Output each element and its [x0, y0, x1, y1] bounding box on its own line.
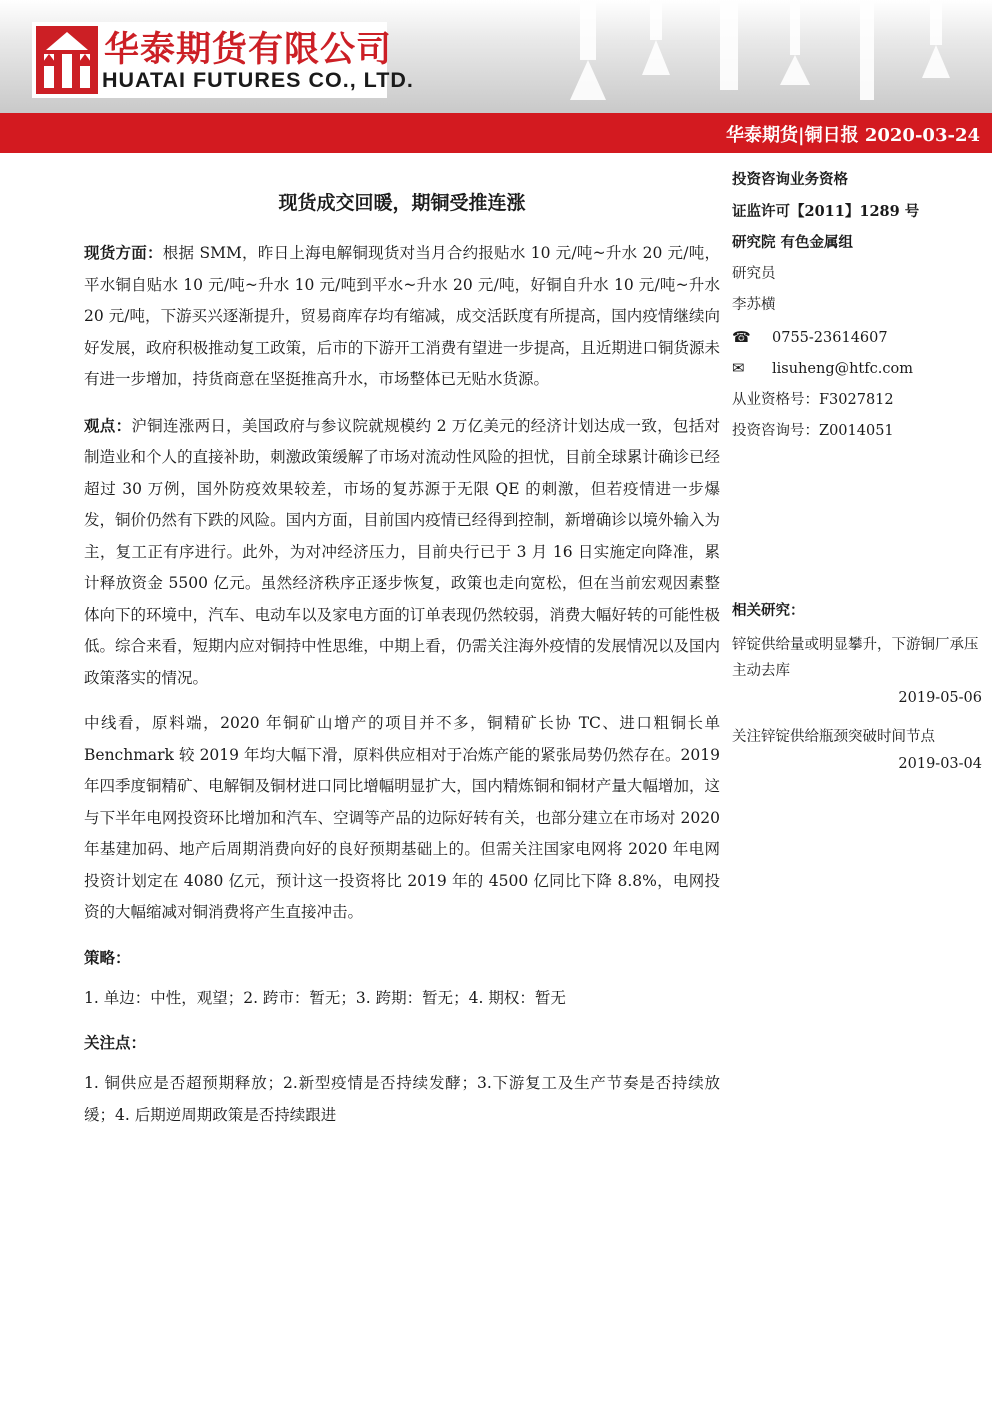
spot-text: 根据 SMM，昨日上海电解铜现货对当月合约报贴水 10 元/吨~升水 20 元/吨，平水铜自贴水 10 元/吨~升水 10 元/吨到平水~升水 20 元/吨，好铜自升水 10 元/吨~升水 20 元/吨，下游买兴逐渐提升，贸易商库存均有缩减，成交活跃度有所提高，国内疫情继续向好发展，政府积极推动复工政策，后市的下游开工消费有望进一步提高，且近期进口铜货源未有进一步增加，持货商意在坚挺推高升水，市场整体已无贴水货源。 [84, 244, 720, 388]
related-item-date: 2019-05-06 [898, 690, 982, 706]
related-item-title[interactable]: 关注锌锭供给瓶颈突破时间节点 [732, 729, 935, 745]
report-banner-text: 华泰期货|铜日报 2020-03-24 [726, 125, 980, 146]
phone-row [732, 322, 980, 354]
phone-number: 0755-23614607 [772, 329, 888, 346]
page-header [0, 0, 992, 113]
consult-number: 投资咨询号：Z0014051 [732, 423, 894, 439]
related-item-date: 2019-03-04 [898, 756, 982, 772]
view-label: 观点： [84, 415, 132, 435]
midline-paragraph: 中线看，原料端，2020 年铜矿山增产的项目并不多，铜精矿长协 TC、进口粗铜长单 Benchmark 较 2019 年均大幅下滑，原料供应相对于冶炼产能的紧张局势仍然存在。2019 年四季度铜精矿、电解铜及铜材进口同比增幅明显扩大，国内精炼铜和铜材产量大幅增加，这与下半年电网投资环比增加和汽车、空调等产品的边际好转有关，也部分建立在市场对 2020 年基建加码、地产后周期消费向好的良好预期基础上的。但需关注国家电网将 2020 年电网投资计划定在 4080 亿元，预计这一投资将比 2019 年的 4500 亿同比下降 8.8%，电网投资的大幅缩减对铜消费将产生直接冲击。 [84, 714, 720, 921]
qualification-title: 投资咨询业务资格 [732, 171, 848, 188]
spot-label: 现货方面： [84, 243, 163, 262]
view-text: 沪铜连涨两日，美国政府与参议院就规模约 2 万亿美元的经济计划达成一致，包括对制造业和个人的直接补助，刺激政策缓解了市场对流动性风险的担忧，目前全球累计确诊已经超过 30 万例，国外防疫效果较差，市场的复苏源于无限 QE 的刺激，但若疫情进一步爆发，铜价仍然有下跌的风险。国内方面，目前国内疫情已经得到控制，新增确诊以境外输入为主，复工正有序进行。此外，为对冲经济压力，目前央行已于 3 月 16 日实施定向降准，累计释放资金 5500 亿元。虽然经济秩序正逐步恢复，政策也走向宽松，但在当前宏观因素整体向下的环境中，汽车、电动车以及家电方面的订单表现仍然较弱，消费大幅好转的可能性极低。综合来看，短期内应对铜持中性思维，中期上看，仍需关注海外疫情的发展情况以及国内政策落实的情况。 [84, 416, 720, 687]
related-title: 相关研究： [732, 602, 805, 619]
institute-name: 研究院 有色金属组 [732, 234, 854, 251]
report-banner [0, 113, 992, 153]
related-research [732, 596, 982, 790]
qualification-number: 从业资格号：F3027812 [732, 391, 894, 408]
phone-icon: ☎ [732, 327, 751, 346]
decorative-pattern-icon [560, 0, 992, 113]
focus-label: 关注点： [84, 1033, 147, 1052]
view-paragraph [84, 410, 720, 695]
sidebar [732, 164, 980, 448]
researcher-name: 李苏横 [732, 297, 776, 313]
email-row [732, 353, 980, 385]
email-address[interactable]: lisuheng@htfc.com [772, 361, 913, 377]
license-number: 证监许可【2011】1289 号 [732, 202, 920, 220]
logo-mark-icon [36, 26, 98, 94]
mail-icon: ✉ [732, 359, 745, 377]
researcher-role: 研究员 [732, 265, 776, 282]
report-title: 现货成交回暖，期铜受推连涨 [278, 192, 526, 214]
related-item-title[interactable]: 锌锭供给量或明显攀升，下游铜厂承压主动去库 [732, 637, 979, 679]
report-body [84, 178, 720, 1145]
focus-text: 1. 铜供应是否超预期释放；2.新型疫情是否持续发酵；3.下游复工及生产节奏是否持续放缓；4. 后期逆周期政策是否持续跟进 [84, 1074, 720, 1124]
company-name-cn: 华泰期货有限公司 [104, 30, 393, 70]
company-name-en: HUATAI FUTURES CO., LTD. [102, 68, 414, 92]
strategy-text: 1. 单边：中性，观望；2. 跨市：暂无；3. 跨期：暂无；4. 期权：暂无 [84, 988, 566, 1007]
spot-paragraph [84, 237, 720, 396]
company-logo [32, 22, 414, 98]
strategy-label: 策略： [84, 947, 131, 967]
